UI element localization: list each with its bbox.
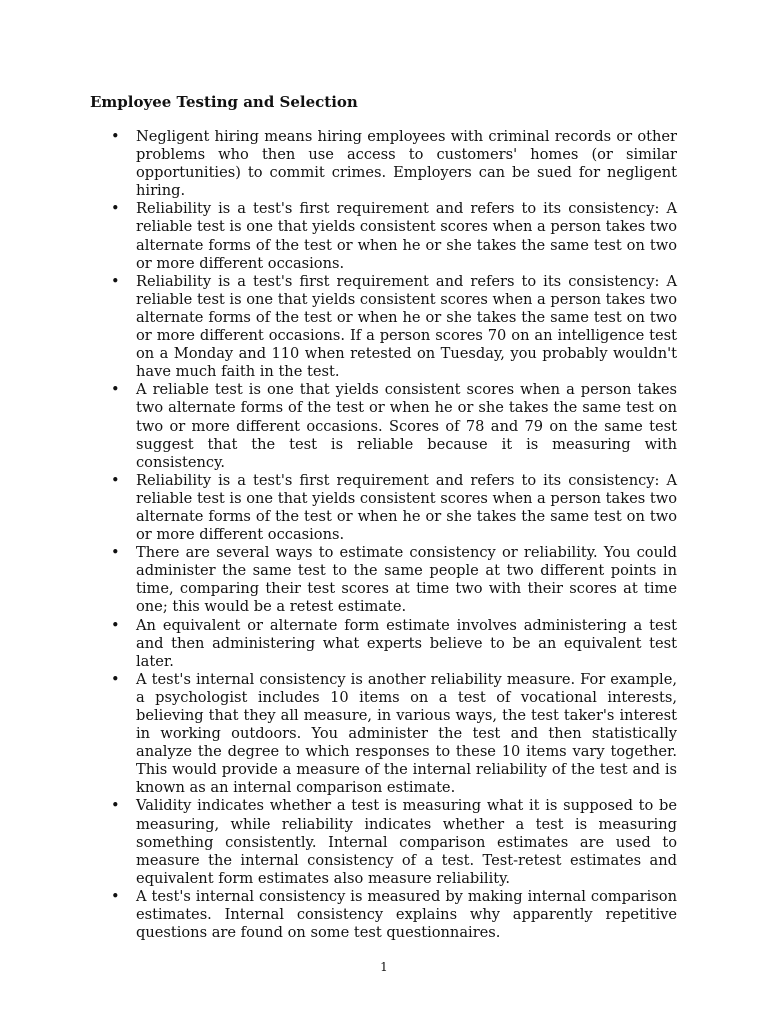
bullet-item-8: • A test's internal consistency is another reliability measure. For example, a psychologist includes 10 items on a test of vocational interests, believing that they all measure, in various ways, the test taker's interest in working outdoors. You administer the test and then statistically analyze the degree to which responses to these 10 items vary together. This would provide a measure of the internal reliability of the test and is known as an internal comparison estimate. <box>136 671 677 798</box>
bullet-item-6: • There are several ways to estimate consistency or reliability. You could administer the same test to the same people at two different points in time, comparing their test scores at time two with their scores at time one; this would be a retest estimate. <box>136 544 677 616</box>
bullet-item-7: • An equivalent or alternate form estimate involves administering a test and then administering what experts believe to be an equivalent test later. <box>136 617 677 671</box>
bullet-item-9: • Validity indicates whether a test is measuring what it is supposed to be measuring, while reliability indicates whether a test is measuring something consistently. Internal comparison estimates are used to measure the internal consistency of a test. Test-retest estimates and equivalent form estimates also measure reliability. <box>136 797 677 887</box>
page-number: 1 <box>380 960 388 974</box>
bullet-item-5: • Reliability is a test's first requirement and refers to its consistency: A reliable test is one that yields consistent scores when a person takes two alternate forms of the test or when he or she takes the same test on two or more different occasions. <box>136 472 677 544</box>
bullet-item-10: • A test's internal consistency is measured by making internal comparison estimates. Internal consistency explains why apparently repetitive questions are found on some test questionnaires. <box>136 888 677 942</box>
bullet-item-1: • Negligent hiring means hiring employees with criminal records or other problems who then use access to customers' homes (or similar opportunities) to commit crimes. Employers can be sued for negligent hiring. <box>136 128 677 200</box>
page-title: Employee Testing and Selection <box>90 93 358 111</box>
bullet-item-2: • Reliability is a test's first requirement and refers to its consistency: A reliable test is one that yields consistent scores when a person takes two alternate forms of the test or when he or she takes the same test on two or more different occasions. <box>136 200 677 272</box>
bullet-item-4: • A reliable test is one that yields consistent scores when a person takes two alternate forms of the test or when he or she takes the same test on two or more different occasions. Scores of 78 and 79 on the same test suggest that the test is reliable because it is measuring with consistency. <box>136 381 677 471</box>
bullet-list <box>136 128 677 942</box>
bullet-item-3: • Reliability is a test's first requirement and refers to its consistency: A reliable test is one that yields consistent scores when a person takes two alternate forms of the test or when he or she takes the same test on two or more different occasions. If a person scores 70 on an intelligence test on a Monday and 110 when retested on Tuesday, you probably wouldn't have much faith in the test. <box>136 273 677 382</box>
